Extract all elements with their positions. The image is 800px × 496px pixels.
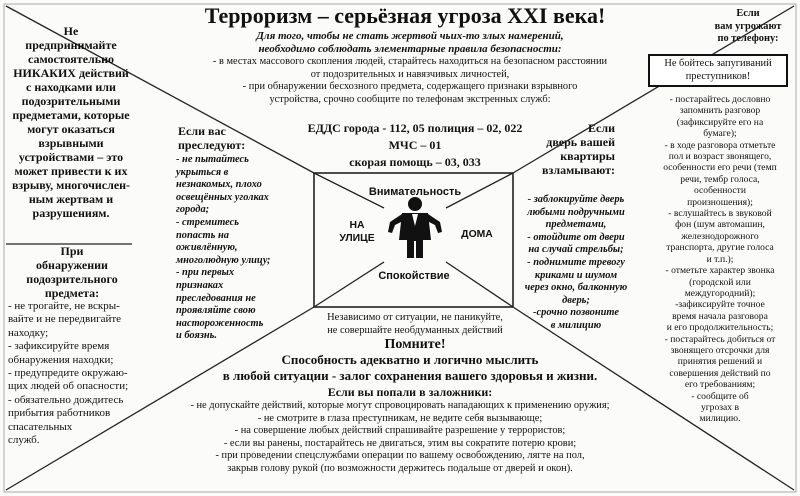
hostage-list: - не допускайте действий, которые могут спровоцировать нападающих к применению оружия; - не смотрите в глаза преступникам, не ведите себя вызывающе; - на совершение любых действий спрашивайте разрешение у террористов; - если вы ранены, постарайтесь не двигаться, этим вы сократите потерю крови; - при проведении спецслужбами операции по вашему освобождению, лягте на пол, закрыв голову рукой (по возможности держитесь подальше от дверей и окон). (190, 400, 610, 474)
poster-title: Терроризм – серьёзная угроза XXI века! (204, 3, 606, 28)
emergency-phones-2: МЧС – 01 (388, 138, 442, 152)
followed-heading: Если вас преследуют: (178, 124, 246, 152)
phone-threat-list: - постарайтесь дословно запомнить разговор (зафиксируйте его на бумаге); - в ходе разговора отметьте пол и возраст звонящего, особенности его речи (темп речи, тембр голоса, особенности произношения); - вслушайтесь в звуковой фон (шум автомашин, железнодорожного транспорта, другие голоса и т.п.); - отметьте характер звонка (городской или междугородний); -зафиксируйте точное время начала разговора и его продолжительность; - постарайтесь добиться от звонящего отсрочки для принятия решений и совершения действий по его требованиям; - сообщите об угрозах в милицию. (663, 94, 777, 425)
center-slogan: Способность адекватно и логично мыслить в любой ситуации - залог сохранения вашего здоровья и жизни. (222, 352, 598, 383)
label-attentiveness: Внимательность (368, 186, 462, 198)
label-calmness: Спокойствие (378, 270, 450, 282)
left-warning: Не предпринимайте самостоятельно НИКАКИХ действий с находками или подозрительными предметами, которые могут оказаться взрывными устройствами – это может привести к их взрыву, многочислен- ным жертвам и разрушениям. (11, 24, 131, 220)
remember-heading: Помните! (384, 337, 446, 352)
hostage-heading: Если вы попали в заложники: (327, 385, 493, 399)
home-list: - заблокируйте дверь любыми подручными предметами, - отойдите от двери на случай стрельбы; - поднимите тревогу криками и шумом через окно, балконную дверь; -срочно позвоните в милицию (524, 194, 628, 331)
home-heading: Если дверь вашей квартиры взламывают: (542, 121, 615, 177)
phone-threat-boxed-note: Не бойтесь запугиваний преступников! (648, 54, 788, 87)
person-icon (388, 197, 442, 258)
safety-rules: - в местах массового скопления людей, старайтесь находиться на безопасном расстоянии от подозрительных и навязчивых личностей, - при обнаружении бесхозного предмета, содержащего признаки взрывного устройства, срочно сообщите по телефонам экстренных служб: (212, 56, 608, 105)
safety-intro: Для того, чтобы не стать жертвой чьих-то злых намерений, необходимо соблюдать элементарные правила безопасности: (256, 30, 564, 56)
emergency-phones-3: скорая помощь – 03, 033 (349, 155, 481, 169)
suspicious-object-list: - не трогайте, не вскры- вайте и не передвигайте находку; - зафиксируйте время обнаружения находки; - предупредите окружаю- щих людей об опасности; - обязательно дождитесь прибытия работников спасательных служб. (8, 300, 129, 447)
followed-list: - не пытайтесь укрыться в незнакомых, плохо освещённых уголках города; - стремитесь попасть на оживлённую, многолюдную улицу; - при первых признаках преследования не проявляйте свою настороженность и боязнь. (176, 154, 271, 342)
center-inner-line (446, 262, 513, 307)
suspicious-object-heading: При обнаружении подозрительного предмета: (26, 244, 118, 300)
label-home: ДОМА (461, 229, 493, 240)
center-inner-line (314, 262, 384, 307)
emergency-phones-1: ЕДДС города - 112, 05 полиция – 02, 022 (307, 121, 523, 135)
phone-threat-heading: Если вам угрожают по телефону: (714, 8, 782, 45)
label-street: НА УЛИЦЕ (339, 220, 375, 244)
center-note: Независимо от ситуации, не паникуйте, не совершайте необдуманных действий (327, 312, 503, 336)
